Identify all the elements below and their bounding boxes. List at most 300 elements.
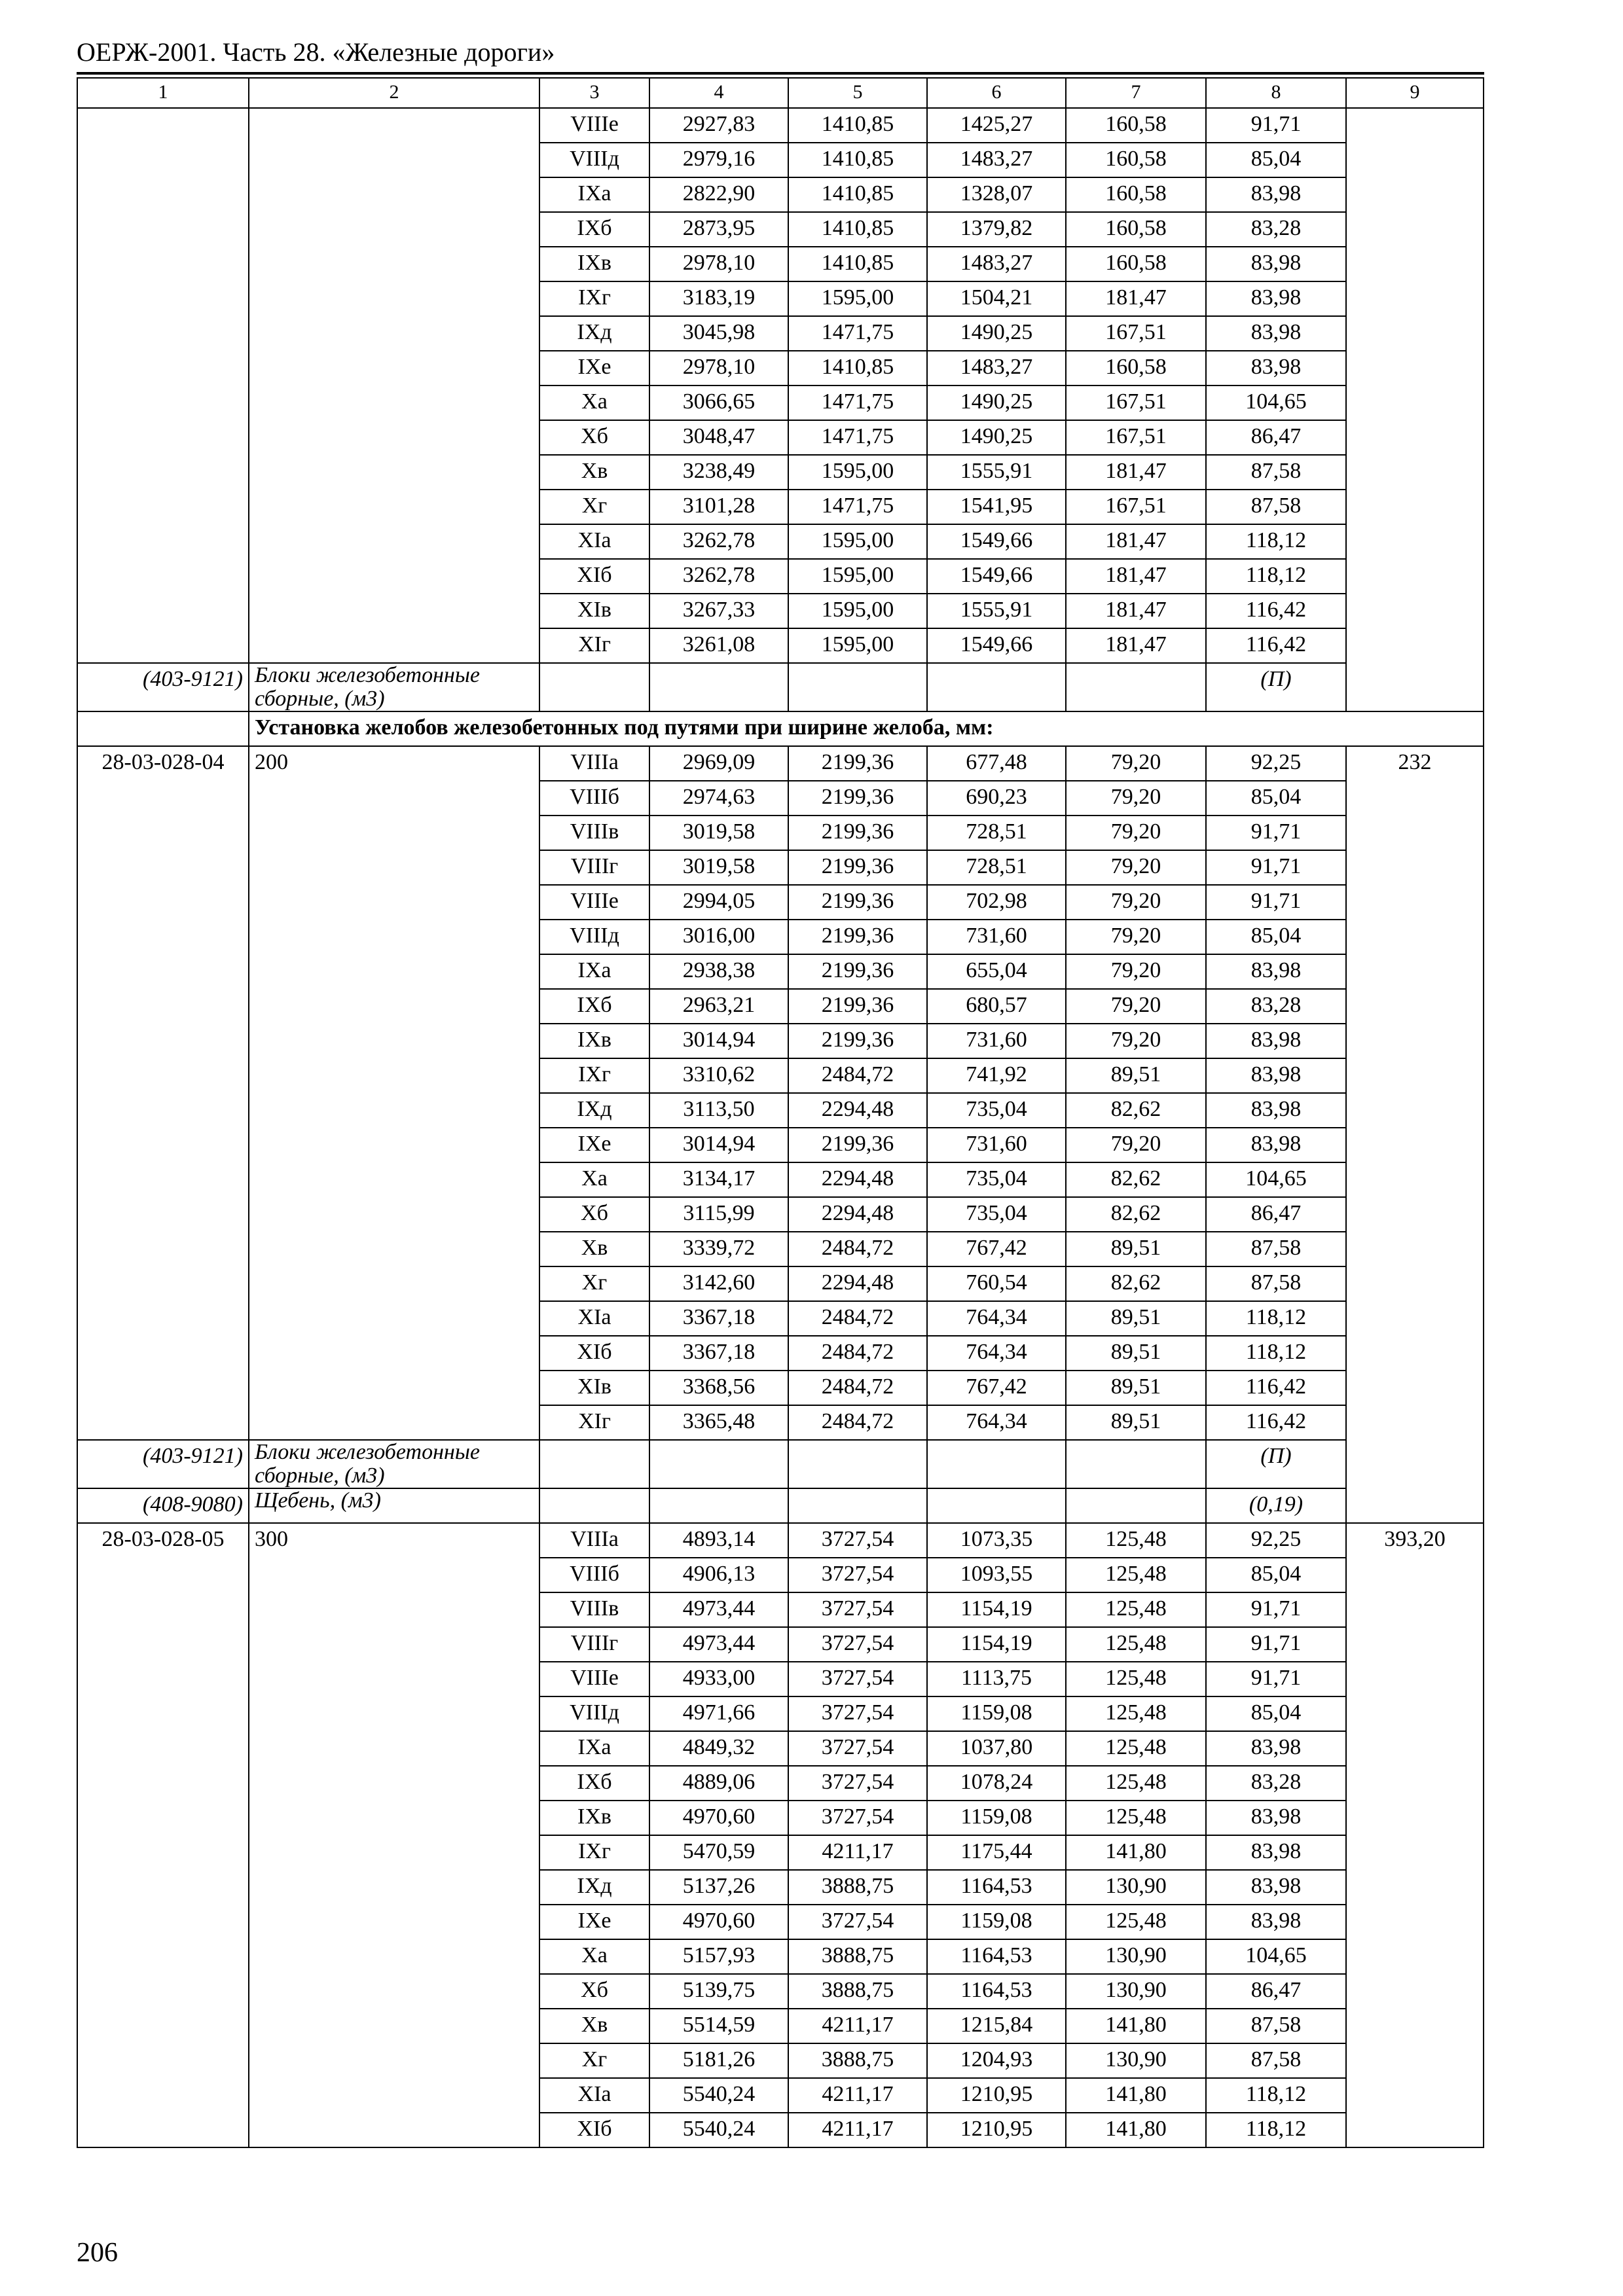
value-cell: 1328,07 <box>927 177 1066 212</box>
value-cell: 2199,36 <box>788 954 927 989</box>
gutter-width: 300 <box>249 1523 539 2147</box>
class-cell: VIIIа <box>539 746 649 781</box>
value-cell: 4973,44 <box>649 1592 788 1627</box>
value-cell: 1204,93 <box>927 2043 1066 2078</box>
value-cell: 2927,83 <box>649 108 788 143</box>
value-cell: 690,23 <box>927 781 1066 816</box>
value-cell: 3014,94 <box>649 1128 788 1162</box>
value-cell: 728,51 <box>927 850 1066 885</box>
value-cell: 5137,26 <box>649 1870 788 1905</box>
value-cell: 1471,75 <box>788 386 927 420</box>
value-cell: 83,98 <box>1206 1870 1346 1905</box>
value-cell: 83,98 <box>1206 1024 1346 1058</box>
value-cell: 83,98 <box>1206 1731 1346 1766</box>
col9-value: 393,20 <box>1346 1523 1484 2147</box>
value-cell: 87,58 <box>1206 2043 1346 2078</box>
value-cell: 167,51 <box>1066 490 1206 524</box>
empty-cell <box>788 1440 927 1488</box>
value-cell: 89,51 <box>1066 1301 1206 1336</box>
value-cell: 91,71 <box>1206 108 1346 143</box>
value-cell: 160,58 <box>1066 212 1206 247</box>
section-row <box>77 711 1484 746</box>
value-cell: 2199,36 <box>788 746 927 781</box>
value-cell: 3183,19 <box>649 281 788 316</box>
value-cell: 118,12 <box>1206 524 1346 559</box>
value-cell: 87,58 <box>1206 2009 1346 2043</box>
value-cell: 83,98 <box>1206 1093 1346 1128</box>
class-cell: Xв <box>539 2009 649 2043</box>
value-cell: 86,47 <box>1206 420 1346 455</box>
material-qty: (П) <box>1206 1440 1346 1488</box>
value-cell: 125,48 <box>1066 1592 1206 1627</box>
value-cell: 4970,60 <box>649 1905 788 1939</box>
class-cell: IXг <box>539 281 649 316</box>
value-cell: 181,47 <box>1066 559 1206 594</box>
class-cell: XIа <box>539 2078 649 2113</box>
value-cell: 2873,95 <box>649 212 788 247</box>
value-cell: 1490,25 <box>927 316 1066 351</box>
value-cell: 141,80 <box>1066 2009 1206 2043</box>
value-cell: 1555,91 <box>927 455 1066 490</box>
value-cell: 3339,72 <box>649 1232 788 1266</box>
value-cell: 2199,36 <box>788 1128 927 1162</box>
value-cell: 3727,54 <box>788 1731 927 1766</box>
empty-cell <box>1066 1488 1206 1523</box>
material-name: Блоки железобетонные сборные, (м3) <box>249 1440 539 1488</box>
value-cell: 87,58 <box>1206 455 1346 490</box>
value-cell: 3066,65 <box>649 386 788 420</box>
value-cell: 87,58 <box>1206 490 1346 524</box>
value-cell: 2484,72 <box>788 1371 927 1405</box>
value-cell: 1490,25 <box>927 386 1066 420</box>
material-qty: (0,19) <box>1206 1488 1346 1523</box>
value-cell: 130,90 <box>1066 1939 1206 1974</box>
table-row <box>77 1523 1484 1558</box>
value-cell: 4211,17 <box>788 2078 927 2113</box>
value-cell: 83,98 <box>1206 281 1346 316</box>
value-cell: 79,20 <box>1066 989 1206 1024</box>
class-cell: VIIIд <box>539 143 649 177</box>
value-cell: 83,98 <box>1206 1058 1346 1093</box>
value-cell: 3014,94 <box>649 1024 788 1058</box>
value-cell: 86,47 <box>1206 1974 1346 2009</box>
value-cell: 3048,47 <box>649 420 788 455</box>
class-cell: VIIIе <box>539 885 649 920</box>
value-cell: 1504,21 <box>927 281 1066 316</box>
class-cell: Xа <box>539 386 649 420</box>
value-cell: 1549,66 <box>927 524 1066 559</box>
value-cell: 3727,54 <box>788 1766 927 1801</box>
value-cell: 2938,38 <box>649 954 788 989</box>
class-cell: IXе <box>539 351 649 386</box>
value-cell: 83,98 <box>1206 351 1346 386</box>
value-cell: 79,20 <box>1066 1128 1206 1162</box>
value-cell: 1555,91 <box>927 594 1066 628</box>
value-cell: 89,51 <box>1066 1371 1206 1405</box>
value-cell: 2199,36 <box>788 781 927 816</box>
value-cell: 82,62 <box>1066 1197 1206 1232</box>
class-cell: Xг <box>539 1266 649 1301</box>
class-cell: Xг <box>539 2043 649 2078</box>
empty-cell <box>1066 663 1206 711</box>
value-cell: 2294,48 <box>788 1266 927 1301</box>
value-cell: 3727,54 <box>788 1627 927 1662</box>
value-cell: 89,51 <box>1066 1232 1206 1266</box>
value-cell: 3727,54 <box>788 1696 927 1731</box>
class-cell: IXе <box>539 1905 649 1939</box>
class-cell: Xг <box>539 490 649 524</box>
value-cell: 1549,66 <box>927 559 1066 594</box>
value-cell: 85,04 <box>1206 1696 1346 1731</box>
value-cell: 680,57 <box>927 989 1066 1024</box>
value-cell: 1210,95 <box>927 2113 1066 2147</box>
value-cell: 2199,36 <box>788 989 927 1024</box>
value-cell: 1175,44 <box>927 1835 1066 1870</box>
value-cell: 141,80 <box>1066 2113 1206 2147</box>
value-cell: 2294,48 <box>788 1162 927 1197</box>
value-cell: 1595,00 <box>788 628 927 663</box>
value-cell: 1164,53 <box>927 1870 1066 1905</box>
value-cell: 92,25 <box>1206 746 1346 781</box>
value-cell: 3727,54 <box>788 1801 927 1835</box>
value-cell: 3142,60 <box>649 1266 788 1301</box>
material-qty: (П) <box>1206 663 1346 711</box>
value-cell: 125,48 <box>1066 1662 1206 1696</box>
value-cell: 1595,00 <box>788 281 927 316</box>
column-number: 6 <box>927 78 1066 108</box>
empty-cell <box>539 1440 649 1488</box>
value-cell: 3888,75 <box>788 1870 927 1905</box>
value-cell: 1154,19 <box>927 1627 1066 1662</box>
value-cell: 3727,54 <box>788 1905 927 1939</box>
value-cell: 87,58 <box>1206 1232 1346 1266</box>
rate-code: 28-03-028-05 <box>77 1523 249 2147</box>
value-cell: 104,65 <box>1206 1162 1346 1197</box>
empty-cell <box>1066 1440 1206 1488</box>
class-cell: VIIIе <box>539 1662 649 1696</box>
value-cell: 167,51 <box>1066 420 1206 455</box>
value-cell: 79,20 <box>1066 920 1206 954</box>
value-cell: 125,48 <box>1066 1731 1206 1766</box>
value-cell: 5157,93 <box>649 1939 788 1974</box>
value-cell: 5139,75 <box>649 1974 788 2009</box>
value-cell: 5514,59 <box>649 2009 788 2043</box>
value-cell: 2199,36 <box>788 920 927 954</box>
value-cell: 141,80 <box>1066 1835 1206 1870</box>
value-cell: 2294,48 <box>788 1093 927 1128</box>
class-cell: VIIIа <box>539 1523 649 1558</box>
value-cell: 1410,85 <box>788 247 927 281</box>
value-cell: 3019,58 <box>649 816 788 850</box>
value-cell: 160,58 <box>1066 351 1206 386</box>
value-cell: 3727,54 <box>788 1592 927 1627</box>
value-cell: 181,47 <box>1066 524 1206 559</box>
value-cell: 130,90 <box>1066 1870 1206 1905</box>
value-cell: 1159,08 <box>927 1905 1066 1939</box>
value-cell: 125,48 <box>1066 1558 1206 1592</box>
value-cell: 125,48 <box>1066 1766 1206 1801</box>
value-cell: 5181,26 <box>649 2043 788 2078</box>
value-cell: 702,98 <box>927 885 1066 920</box>
material-row <box>77 663 1484 711</box>
value-cell: 731,60 <box>927 920 1066 954</box>
column-number: 2 <box>249 78 539 108</box>
class-cell: IXб <box>539 989 649 1024</box>
value-cell: 118,12 <box>1206 1301 1346 1336</box>
value-cell: 3115,99 <box>649 1197 788 1232</box>
value-cell: 181,47 <box>1066 594 1206 628</box>
value-cell: 3888,75 <box>788 2043 927 2078</box>
value-cell: 3368,56 <box>649 1371 788 1405</box>
value-cell: 655,04 <box>927 954 1066 989</box>
class-cell: XIа <box>539 524 649 559</box>
value-cell: 1078,24 <box>927 1766 1066 1801</box>
value-cell: 83,98 <box>1206 1835 1346 1870</box>
value-cell: 3101,28 <box>649 490 788 524</box>
value-cell: 167,51 <box>1066 386 1206 420</box>
value-cell: 125,48 <box>1066 1801 1206 1835</box>
width-cell <box>249 108 539 663</box>
value-cell: 125,48 <box>1066 1905 1206 1939</box>
value-cell: 83,28 <box>1206 989 1346 1024</box>
value-cell: 764,34 <box>927 1405 1066 1440</box>
value-cell: 1549,66 <box>927 628 1066 663</box>
value-cell: 4849,32 <box>649 1731 788 1766</box>
value-cell: 1410,85 <box>788 143 927 177</box>
class-cell: VIIIб <box>539 781 649 816</box>
value-cell: 2969,09 <box>649 746 788 781</box>
empty-cell <box>77 711 249 746</box>
value-cell: 1164,53 <box>927 1939 1066 1974</box>
value-cell: 91,71 <box>1206 1627 1346 1662</box>
column-number-row <box>77 78 1484 108</box>
value-cell: 160,58 <box>1066 247 1206 281</box>
material-code: (408-9080) <box>77 1488 249 1523</box>
rates-table <box>77 77 1484 2148</box>
class-cell: IXб <box>539 1766 649 1801</box>
value-cell: 4933,00 <box>649 1662 788 1696</box>
value-cell: 2199,36 <box>788 885 927 920</box>
value-cell: 4211,17 <box>788 2009 927 2043</box>
table-row <box>77 108 1484 143</box>
class-cell: Xа <box>539 1162 649 1197</box>
value-cell: 3016,00 <box>649 920 788 954</box>
class-cell: IXд <box>539 1093 649 1128</box>
value-cell: 85,04 <box>1206 1558 1346 1592</box>
value-cell: 5470,59 <box>649 1835 788 1870</box>
code-cell <box>77 108 249 663</box>
column-number: 3 <box>539 78 649 108</box>
value-cell: 2484,72 <box>788 1232 927 1266</box>
value-cell: 1483,27 <box>927 247 1066 281</box>
material-name: Блоки железобетонные сборные, (м3) <box>249 663 539 711</box>
value-cell: 4211,17 <box>788 2113 927 2147</box>
value-cell: 85,04 <box>1206 781 1346 816</box>
value-cell: 1490,25 <box>927 420 1066 455</box>
material-code: (403-9121) <box>77 663 249 711</box>
value-cell: 118,12 <box>1206 559 1346 594</box>
value-cell: 125,48 <box>1066 1627 1206 1662</box>
col9-value: 232 <box>1346 746 1484 1523</box>
material-code: (403-9121) <box>77 1440 249 1488</box>
value-cell: 2994,05 <box>649 885 788 920</box>
value-cell: 767,42 <box>927 1371 1066 1405</box>
class-cell: XIв <box>539 1371 649 1405</box>
value-cell: 79,20 <box>1066 850 1206 885</box>
value-cell: 5540,24 <box>649 2113 788 2147</box>
value-cell: 118,12 <box>1206 2113 1346 2147</box>
rates-table-body <box>77 78 1484 2147</box>
value-cell: 2978,10 <box>649 247 788 281</box>
value-cell: 83,98 <box>1206 954 1346 989</box>
class-cell: Xб <box>539 420 649 455</box>
material-row <box>77 1440 1484 1488</box>
value-cell: 735,04 <box>927 1197 1066 1232</box>
value-cell: 160,58 <box>1066 108 1206 143</box>
column-number: 7 <box>1066 78 1206 108</box>
value-cell: 160,58 <box>1066 143 1206 177</box>
empty-cell <box>927 1440 1066 1488</box>
value-cell: 1595,00 <box>788 559 927 594</box>
value-cell: 2963,21 <box>649 989 788 1024</box>
empty-cell <box>649 663 788 711</box>
value-cell: 89,51 <box>1066 1058 1206 1093</box>
value-cell: 2294,48 <box>788 1197 927 1232</box>
class-cell: Xб <box>539 1197 649 1232</box>
value-cell: 3261,08 <box>649 628 788 663</box>
value-cell: 1410,85 <box>788 351 927 386</box>
value-cell: 92,25 <box>1206 1523 1346 1558</box>
value-cell: 3267,33 <box>649 594 788 628</box>
value-cell: 735,04 <box>927 1162 1066 1197</box>
class-cell: IXв <box>539 247 649 281</box>
class-cell: XIв <box>539 594 649 628</box>
class-cell: XIб <box>539 2113 649 2147</box>
value-cell: 767,42 <box>927 1232 1066 1266</box>
value-cell: 3367,18 <box>649 1336 788 1371</box>
value-cell: 3888,75 <box>788 1939 927 1974</box>
class-cell: VIIIд <box>539 1696 649 1731</box>
value-cell: 3310,62 <box>649 1058 788 1093</box>
value-cell: 79,20 <box>1066 885 1206 920</box>
class-cell: IXг <box>539 1835 649 1870</box>
class-cell: IXв <box>539 1801 649 1835</box>
class-cell: IXв <box>539 1024 649 1058</box>
value-cell: 3888,75 <box>788 1974 927 2009</box>
value-cell: 79,20 <box>1066 954 1206 989</box>
value-cell: 1471,75 <box>788 316 927 351</box>
class-cell: Xа <box>539 1939 649 1974</box>
value-cell: 160,58 <box>1066 177 1206 212</box>
class-cell: XIб <box>539 559 649 594</box>
value-cell: 3727,54 <box>788 1558 927 1592</box>
value-cell: 3134,17 <box>649 1162 788 1197</box>
value-cell: 4893,14 <box>649 1523 788 1558</box>
value-cell: 1410,85 <box>788 212 927 247</box>
value-cell: 3365,48 <box>649 1405 788 1440</box>
value-cell: 2484,72 <box>788 1301 927 1336</box>
empty-cell <box>539 1488 649 1523</box>
value-cell: 3045,98 <box>649 316 788 351</box>
empty-cell <box>649 1440 788 1488</box>
value-cell: 89,51 <box>1066 1336 1206 1371</box>
value-cell: 1425,27 <box>927 108 1066 143</box>
value-cell: 181,47 <box>1066 281 1206 316</box>
value-cell: 3367,18 <box>649 1301 788 1336</box>
page-number: 206 <box>77 2238 118 2268</box>
value-cell: 2199,36 <box>788 816 927 850</box>
value-cell: 1595,00 <box>788 455 927 490</box>
class-cell: XIг <box>539 1405 649 1440</box>
value-cell: 83,28 <box>1206 1766 1346 1801</box>
value-cell: 1113,75 <box>927 1662 1066 1696</box>
value-cell: 5540,24 <box>649 2078 788 2113</box>
column-number: 9 <box>1346 78 1484 108</box>
value-cell: 79,20 <box>1066 746 1206 781</box>
class-cell: VIIIв <box>539 816 649 850</box>
value-cell: 1471,75 <box>788 490 927 524</box>
value-cell: 1483,27 <box>927 351 1066 386</box>
class-cell: VIIIг <box>539 850 649 885</box>
class-cell: IXа <box>539 1731 649 1766</box>
value-cell: 181,47 <box>1066 455 1206 490</box>
value-cell: 2199,36 <box>788 1024 927 1058</box>
value-cell: 91,71 <box>1206 816 1346 850</box>
value-cell: 760,54 <box>927 1266 1066 1301</box>
column-number: 5 <box>788 78 927 108</box>
empty-cell <box>788 1488 927 1523</box>
value-cell: 1164,53 <box>927 1974 1066 2009</box>
value-cell: 1037,80 <box>927 1731 1066 1766</box>
value-cell: 1541,95 <box>927 490 1066 524</box>
value-cell: 91,71 <box>1206 850 1346 885</box>
value-cell: 2979,16 <box>649 143 788 177</box>
value-cell: 741,92 <box>927 1058 1066 1093</box>
value-cell: 83,98 <box>1206 1801 1346 1835</box>
value-cell: 764,34 <box>927 1336 1066 1371</box>
value-cell: 82,62 <box>1066 1093 1206 1128</box>
value-cell: 83,98 <box>1206 177 1346 212</box>
value-cell: 130,90 <box>1066 2043 1206 2078</box>
class-cell: IXд <box>539 316 649 351</box>
value-cell: 118,12 <box>1206 2078 1346 2113</box>
value-cell: 3238,49 <box>649 455 788 490</box>
value-cell: 85,04 <box>1206 920 1346 954</box>
value-cell: 89,51 <box>1066 1405 1206 1440</box>
value-cell: 1410,85 <box>788 177 927 212</box>
value-cell: 87,58 <box>1206 1266 1346 1301</box>
class-cell: VIIIг <box>539 1627 649 1662</box>
value-cell: 1379,82 <box>927 212 1066 247</box>
value-cell: 82,62 <box>1066 1162 1206 1197</box>
value-cell: 85,04 <box>1206 143 1346 177</box>
value-cell: 83,98 <box>1206 1128 1346 1162</box>
value-cell: 2484,72 <box>788 1336 927 1371</box>
class-cell: Xв <box>539 1232 649 1266</box>
value-cell: 116,42 <box>1206 1371 1346 1405</box>
value-cell: 731,60 <box>927 1128 1066 1162</box>
value-cell: 1471,75 <box>788 420 927 455</box>
value-cell: 1073,35 <box>927 1523 1066 1558</box>
value-cell: 677,48 <box>927 746 1066 781</box>
value-cell: 83,98 <box>1206 247 1346 281</box>
empty-cell <box>539 663 649 711</box>
class-cell: XIг <box>539 628 649 663</box>
empty-cell <box>649 1488 788 1523</box>
value-cell: 1093,55 <box>927 1558 1066 1592</box>
value-cell: 167,51 <box>1066 316 1206 351</box>
value-cell: 1215,84 <box>927 2009 1066 2043</box>
